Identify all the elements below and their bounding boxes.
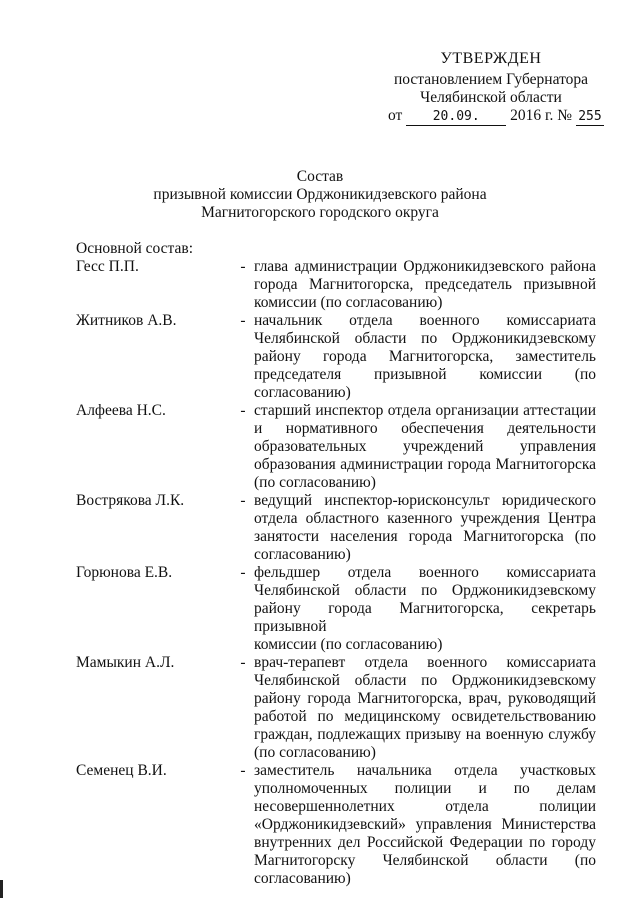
member-role-line: внутренних дел Российской Федерации по городу: [254, 834, 596, 851]
heading-line-2: призывной комиссии Орджоникидзевского района: [153, 186, 487, 203]
member-dash: -: [240, 492, 246, 509]
member-role-line: комиссии (по согласованию): [254, 636, 443, 653]
heading-line-1: Состав: [296, 168, 344, 185]
member-role: [254, 564, 596, 654]
member-role: [254, 762, 596, 888]
member-role-line: несовершеннолетних отдела полиции: [254, 798, 596, 815]
member-row: [76, 492, 596, 564]
member-role-line: Челябинской области по Орджоникидзевскому: [254, 330, 596, 347]
member-role: [254, 654, 596, 762]
member-role-line: глава администрации Орджоникидзевского района: [254, 258, 596, 275]
scan-margin-mark: [0, 880, 3, 898]
member-role-line: старший инспектор отдела организации аттестации: [254, 402, 596, 419]
member-name: Мамыкин А.Л.: [76, 654, 175, 671]
member-role-line: председателя призывной комиссии (по: [254, 366, 596, 383]
member-name: Горюнова Е.В.: [76, 564, 173, 581]
member-dash: -: [240, 402, 246, 419]
member-role: [254, 258, 596, 312]
member-role-line: уполномоченных полиции и по делам: [254, 780, 596, 797]
member-role-line: району города Магнитогорска, врач, руководящий: [254, 690, 596, 707]
member-name: Семенец В.И.: [76, 762, 167, 779]
member-name: Гесс П.П.: [76, 258, 139, 275]
member-role-line: и нормативного обеспечения деятельности: [254, 420, 596, 437]
approval-number: 255: [576, 109, 604, 126]
member-dash: -: [240, 762, 246, 779]
approval-line-1: постановлением Губернатора: [393, 71, 589, 88]
member-row: [76, 258, 596, 312]
member-role-line: врач-терапевт отдела военного комиссариата: [254, 654, 596, 671]
member-row: [76, 402, 596, 492]
member-role-line: согласованию): [254, 870, 351, 887]
member-role-line: (по согласованию): [254, 744, 376, 761]
member-name: Житников А.В.: [76, 312, 177, 329]
member-role-line: граждан, подлежащих призыву на военную службу: [254, 726, 596, 743]
member-role-line: (по согласованию): [254, 474, 376, 491]
approval-stamp: [386, 50, 602, 126]
member-role-line: Магнитогорску Челябинской области (по: [254, 852, 596, 869]
member-role-line: согласованию): [254, 384, 351, 401]
member-name: Алфеева Н.С.: [76, 402, 166, 419]
member-role-line: образовательных учреждений управления: [254, 438, 596, 455]
approval-title: УТВЕРЖДЕН: [440, 50, 542, 67]
member-role-line: работой по медицинскому освидетельствованию: [254, 708, 596, 725]
document-heading: [0, 168, 640, 222]
member-role-line: заместитель начальника отдела участковых: [254, 762, 596, 779]
member-role-line: Челябинской области по Орджоникидзевскому: [254, 672, 596, 689]
member-role-line: отдела областного казенного учреждения Центра: [254, 510, 596, 527]
member-role-line: «Орджоникидзевский» управления Министерства: [254, 816, 596, 833]
member-role-line: начальник отдела военного комиссариата: [254, 312, 596, 329]
member-role-line: ведущий инспектор-юрисконсульт юридического: [254, 492, 596, 509]
approval-date: 20.09.: [406, 109, 506, 126]
member-row: [76, 654, 596, 762]
member-role-line: образования администрации города Магнитогорска: [254, 456, 596, 473]
member-role-line: согласованию): [254, 546, 351, 563]
approval-date-line: [388, 107, 602, 126]
member-row: [76, 762, 596, 888]
approval-year: 2016 г. №: [510, 107, 573, 124]
member-dash: -: [240, 258, 246, 275]
member-row: [76, 312, 596, 402]
approval-date-prefix: от: [388, 107, 403, 124]
member-role: [254, 402, 596, 492]
member-dash: -: [240, 312, 246, 329]
heading-line-3: Магнитогорского городского округа: [201, 204, 439, 221]
section-label: Основной состав:: [76, 240, 194, 257]
member-role-line: города Магнитогорска, председатель призывной: [254, 276, 596, 293]
member-role-line: занятости населения города Магнитогорска (по: [254, 528, 596, 545]
member-role-line: району города Магнитогорска, заместитель: [254, 348, 596, 365]
member-role-line: Челябинской области по Орджоникидзевскому: [254, 582, 596, 599]
member-role-line: комиссии (по согласованию): [254, 294, 443, 311]
member-role: [254, 312, 596, 402]
members-list: [76, 258, 596, 888]
member-role: [254, 492, 596, 564]
member-role-line: фельдшер отдела военного комиссариата: [254, 564, 596, 581]
member-dash: -: [240, 564, 246, 581]
member-name: Вострякова Л.К.: [76, 492, 185, 509]
member-dash: -: [240, 654, 246, 671]
member-row: [76, 564, 596, 654]
approval-line-2: Челябинской области: [420, 89, 562, 106]
member-role-line: району города Магнитогорска, секретарь призывной: [254, 600, 596, 635]
